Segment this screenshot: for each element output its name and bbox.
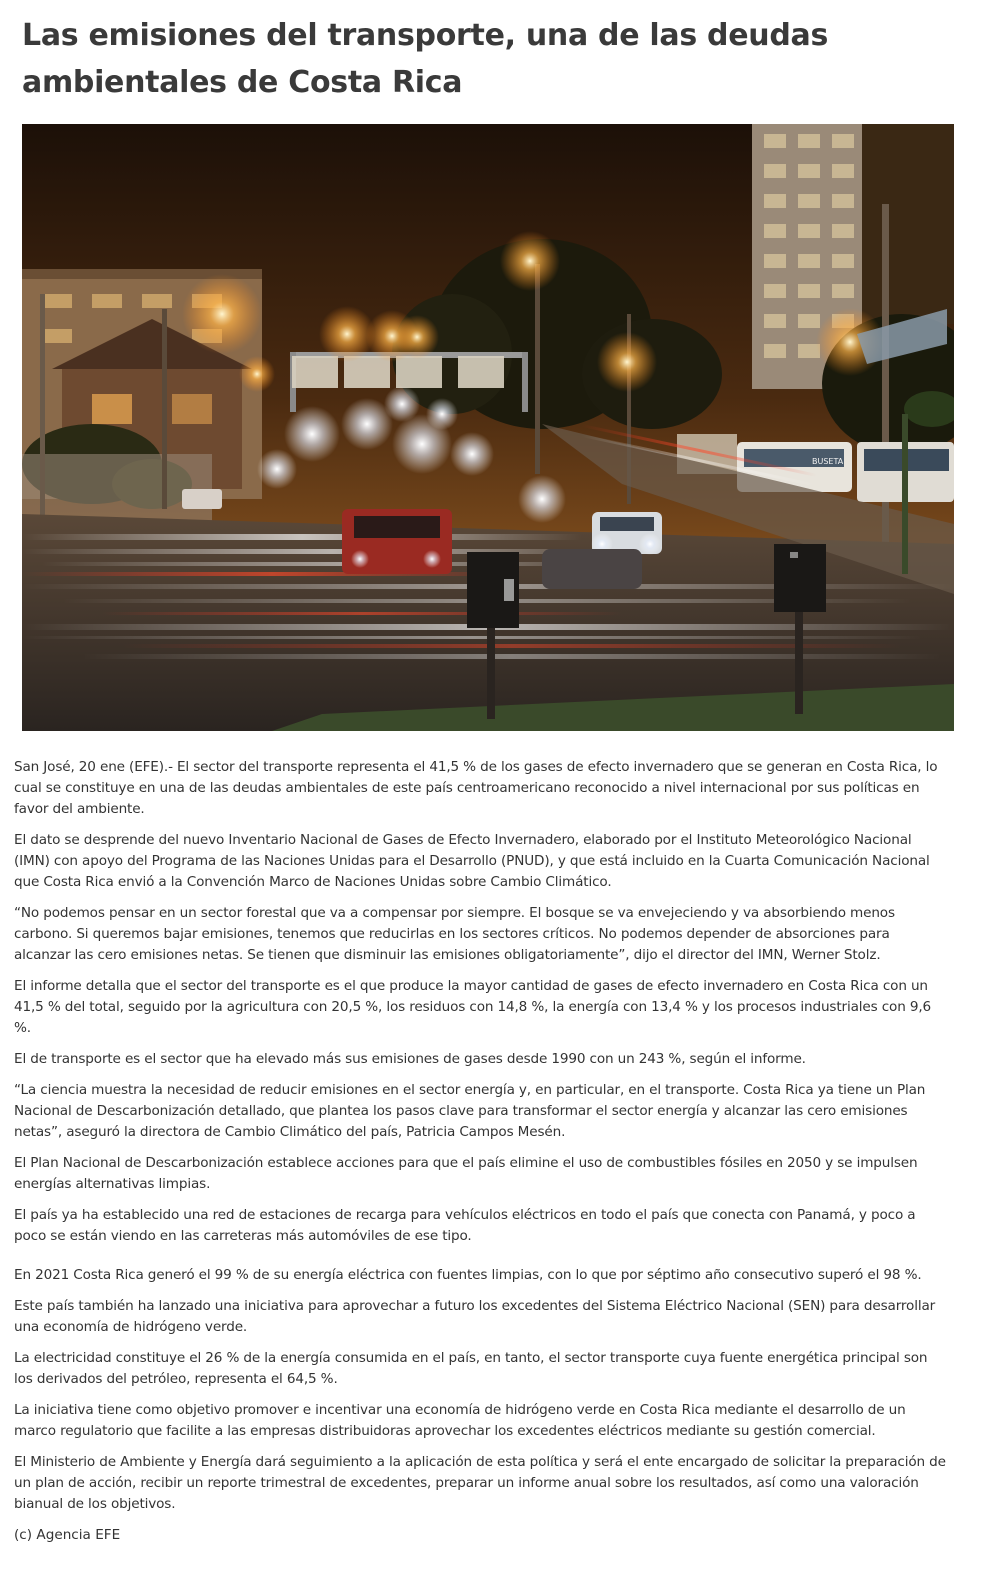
article-body [14,757,946,1546]
article-paragraph: “No podemos pensar en un sector forestal que va a compensar por siempre. El bosque se va envejeciendo y va absorbiendo menos carbono. Si queremos bajar emisiones, tenemos que reducirlas en los sectores críticos. No podemos depender de absorciones para alcanzar las cero emisiones netas. Se tienen que disminuir las emisiones obligatoriamente”, dijo el director del IMN, Werner Stolz. [14,905,895,963]
article-paragraph: “La ciencia muestra la necesidad de reducir emisiones en el sector energía y, en particular, en el transporte. Costa Rica ya tiene un Plan Nacional de Descarbonización detallado, que plantea los pasos clave para transformar el sector energía y alcanzar las cero emisiones netas”, aseguró la directora de Cambio Climático del país, Patricia Campos Mesén. [14,1082,926,1140]
night-traffic-illustration [22,124,954,731]
article-paragraph: El Ministerio de Ambiente y Energía dará seguimiento a la aplicación de esta política y será el ente encargado de solicitar la preparación de un plan de acción, recibir un reporte trimestral de excedentes, preparar un informe anual sobre los resultados, así como una valoración bianual de los objetivos. [14,1454,946,1512]
article-paragraph: La iniciativa tiene como objetivo promover e incentivar una economía de hidrógeno verde en Costa Rica mediante el desarrollo de un marco regulatorio que facilite a las empresas distribuidoras aprovechar los excedentes eléctricos mediante su gestión comercial. [14,1402,906,1439]
article-paragraph: El país ya ha establecido una red de estaciones de recarga para vehículos eléctricos en todo el país que conecta con Panamá, y poco a poco se están viendo en las carreteras más automóviles de ese tipo. [14,1207,916,1244]
article-paragraph: En 2021 Costa Rica generó el 99 % de su energía eléctrica con fuentes limpias, con lo que por séptimo año consecutivo superó el 98 %. [14,1267,922,1283]
article-headline: Las emisiones del transporte, una de las deudas ambientales de Costa Rica [22,18,829,100]
article-paragraph: La electricidad constituye el 26 % de la energía consumida en el país, en tanto, el sector transporte cuya fuente energética principal son los derivados del petróleo, representa el 64,5 %. [14,1350,928,1387]
article-credit: (c) Agencia EFE [14,1527,121,1543]
article-paragraph: San José, 20 ene (EFE).- El sector del transporte representa el 41,5 % de los gases de efecto invernadero que se generan en Costa Rica, lo cual se constituye en una de las deudas ambientales de este país centroamericano reconocido a nivel internacional por sus políticas en favor del ambiente. [14,759,938,817]
article-paragraph: El Plan Nacional de Descarbonización establece acciones para que el país elimine el uso de combustibles fósiles en 2050 y se impulsen energías alternativas limpias. [14,1155,918,1192]
article-photo [22,124,954,731]
bus-destination-sign: BUSETA [812,457,844,466]
article-paragraph: El de transporte es el sector que ha elevado más sus emisiones de gases desde 1990 con un 243 %, según el informe. [14,1051,806,1067]
article-paragraph: El dato se desprende del nuevo Inventario Nacional de Gases de Efecto Invernadero, elaborado por el Instituto Meteorológico Nacional (IMN) con apoyo del Programa de las Naciones Unidas para el Desarrollo (PNUD), y que está incluido en la Cuarta Comunicación Nacional que Costa Rica envió a la Convención Marco de Naciones Unidas sobre Cambio Climático. [14,832,930,890]
article-paragraph: Este país también ha lanzado una iniciativa para aprovechar a futuro los excedentes del Sistema Eléctrico Nacional (SEN) para desarrollar una economía de hidrógeno verde. [14,1298,936,1335]
article-paragraph: El informe detalla que el sector del transporte es el que produce la mayor cantidad de gases de efecto invernadero en Costa Rica con un 41,5 % del total, seguido por la agricultura con 20,5 %, los residuos con 14,8 %, la energía con 13,4 % y los procesos industriales con 9,6 %. [14,978,932,1036]
